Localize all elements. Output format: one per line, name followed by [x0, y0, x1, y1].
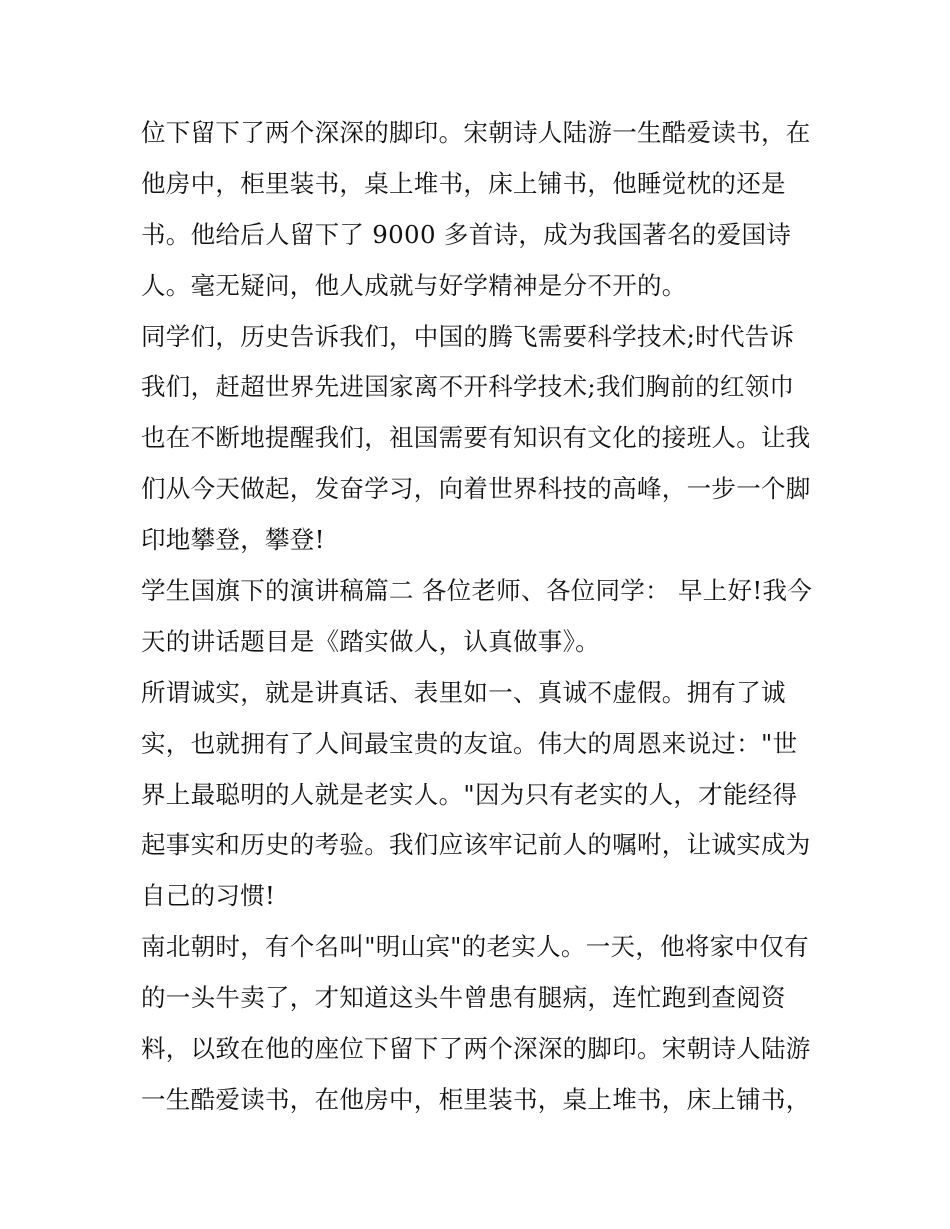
text-line: 所谓诚实，就是讲真话、表里如一、真诚不虚假。拥有了诚 [141, 677, 786, 707]
text-line: 也在不断地提醒我们，祖国需要有知识有文化的接班人。让我 [141, 423, 811, 453]
text-line: 我们，赶超世界先进国家离不开科学技术;我们胸前的红领巾 [141, 372, 795, 402]
text-line: 自己的习惯! [141, 881, 276, 911]
text-line: 界上最聪明的人就是老实人。"因为只有老实的人，才能经得 [141, 779, 798, 809]
text-line: 他房中，柜里装书，桌上堆书，床上铺书，他睡觉枕的还是 [141, 168, 786, 198]
text-line: 南北朝时，有个名叫"明山宾"的老实人。一天，他将家中仅有 [141, 932, 809, 962]
text-line: 起事实和历史的考验。我们应该牢记前人的嘱咐，让诚实成为 [141, 830, 811, 860]
text-line: 位下留下了两个深深的脚印。宋朝诗人陆游一生酷爱读书，在 [141, 118, 811, 147]
text-line: 一生酷爱读书，在他房中，柜里装书，桌上堆书，床上铺书， [141, 1084, 811, 1114]
text-line: 实，也就拥有了人间最宝贵的友谊。伟大的周恩来说过："世 [141, 728, 798, 758]
text-line: 学生国旗下的演讲稿篇二 各位老师、各位同学： 早上好!我今 [141, 576, 813, 606]
text-line: 天的讲话题目是《踏实做人，认真做事》。 [141, 626, 600, 656]
text-line: 们从今天做起，发奋学习，向着世界科技的高峰，一步一个脚 [141, 474, 811, 504]
text-line: 书。他给后人留下了 9000 多首诗，成为我国著名的爱国诗 [141, 219, 792, 249]
text-line: 印地攀登，攀登! [141, 525, 325, 555]
text-line: 的一头牛卖了，才知道这头牛曾患有腿病，连忙跑到查阅资 [141, 983, 786, 1013]
text-line: 同学们，历史告诉我们，中国的腾飞需要科学技术;时代告诉 [141, 321, 795, 351]
body-text [141, 108, 821, 1126]
text-line: 料，以致在他的座位下留下了两个深深的脚印。宋朝诗人陆游 [141, 1034, 811, 1064]
text-line: 人。毫无疑问，他人成就与好学精神是分不开的。 [141, 270, 687, 300]
